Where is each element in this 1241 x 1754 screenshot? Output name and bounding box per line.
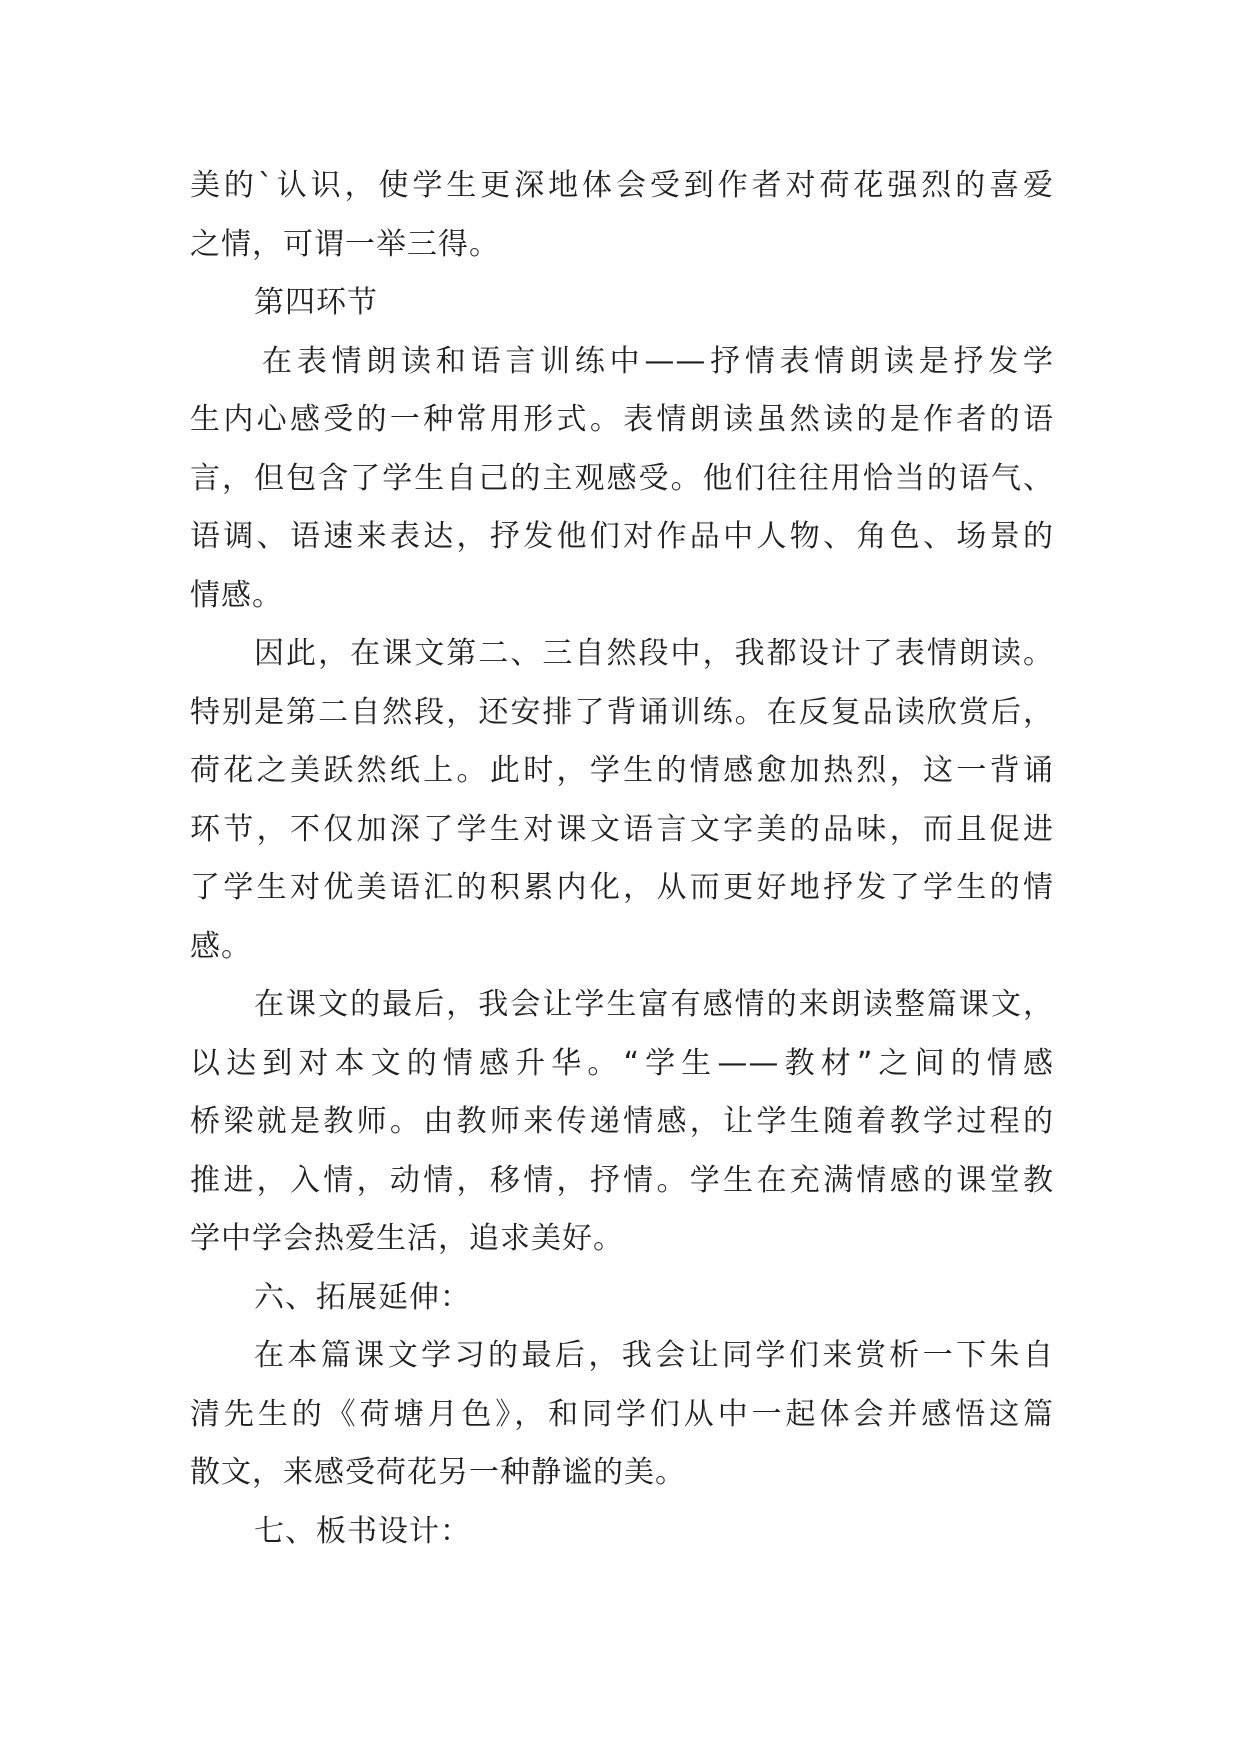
text-line: 美的`认识，使学生更深地体会受到作者对荷花强烈的喜爱 [190, 168, 1054, 203]
section-heading: 六、拓展延伸： [254, 1279, 471, 1315]
text-line: 推进，入情，动情，移情，抒情。学生在充满情感的课堂教 [190, 1162, 1054, 1198]
text-line: 环节，不仅加深了学生对课文语言文字美的品味，而且促进 [190, 811, 1054, 847]
text-line: 荷花之美跃然纸上。此时，学生的情感愈加热烈，这一背诵 [190, 753, 1054, 788]
text-line: 学中学会热爱生活，追求美好。 [190, 1221, 624, 1256]
text-line: 情感。 [190, 577, 283, 613]
text-line: 特别是第二自然段，还安排了背诵训练。在反复品读欣赏后， [190, 694, 1054, 730]
text-line: 生内心感受的一种常用形式。表情朗读虽然读的是作者的语 [190, 402, 1054, 437]
text-line: 在课文的最后，我会让学生富有感情的来朗读整篇课文， [254, 987, 1054, 1022]
text-line: 言，但包含了学生自己的主观感受。他们往往用恰当的语气、 [190, 460, 1054, 496]
text-line: 以达到对本文的情感升华。“学生——教材”之间的情感 [190, 1045, 1054, 1081]
section-heading: 七、板书设计： [254, 1513, 471, 1549]
text-line: 之情，可谓一举三得。 [190, 226, 500, 262]
text-line: 在本篇课文学习的最后，我会让同学们来赏析一下朱自 [254, 1338, 1054, 1373]
text-line: 清先生的《荷塘月色》，和同学们从中一起体会并感悟这篇 [190, 1396, 1054, 1432]
text-line: 感。 [190, 928, 252, 964]
section-heading: 第四环节 [254, 285, 378, 320]
text-line: 散文，来感受荷花另一种静谧的美。 [190, 1455, 686, 1490]
text-line: 了学生对优美语汇的积累内化，从而更好地抒发了学生的情 [190, 870, 1054, 905]
text-line: 语调、语速来表达，抒发他们对作品中人物、角色、场景的 [190, 519, 1054, 554]
text-line: 在表情朗读和语言训练中——抒情表情朗读是抒发学 [262, 343, 1054, 379]
text-line: 桥梁就是教师。由教师来传递情感，让学生随着教学过程的 [190, 1104, 1054, 1139]
text-line: 因此，在课文第二、三自然段中，我都设计了表情朗读。 [254, 636, 1054, 671]
body-text [190, 157, 1054, 1561]
